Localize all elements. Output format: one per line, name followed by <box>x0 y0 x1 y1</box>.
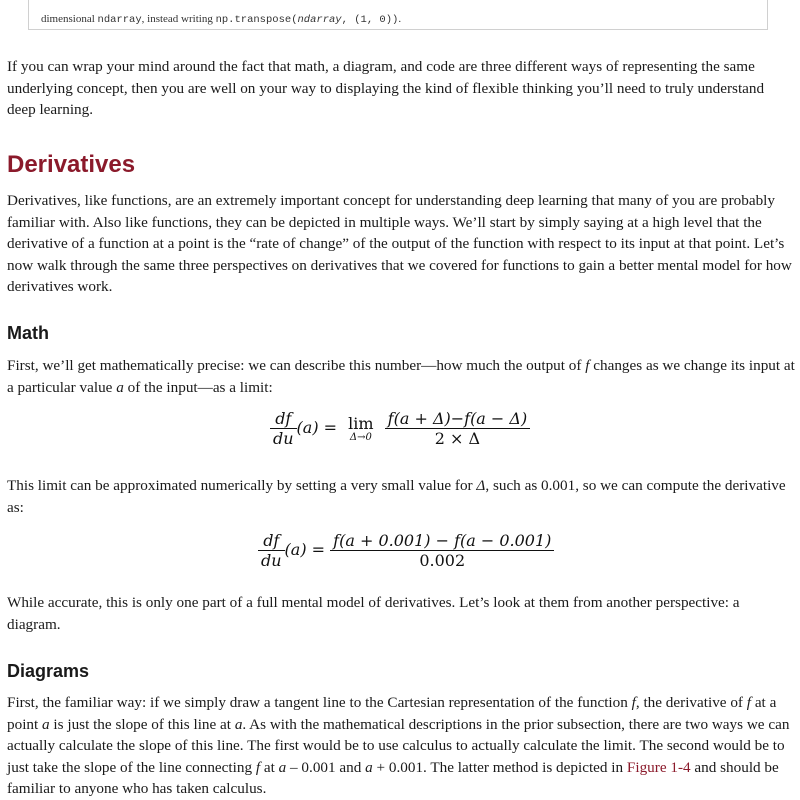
math-paragraph-1: First, we’ll get mathematically precise: we can describe this number—how much the output of f changes as we change its input at a particular value a of the input—as a limit: <box>7 357 795 396</box>
note-box <box>28 0 768 30</box>
note-text: dimensional ndarray, instead writing np.transpose(ndarray, (1, 0)). <box>41 13 402 26</box>
intro-paragraph: If you can wrap your mind around the fact that math, a diagram, and code are three different ways of representing the same underlying concept, then you are well on your way to displaying the kind of flexible thinking you’ll need to truly understand deep learning. <box>7 58 765 119</box>
diagrams-paragraph: First, the familiar way: if we simply draw a tangent line to the Cartesian representation of the function f, the derivative of f at a point a is just the slope of this line at a. As with the mathematical descriptions in the prior subsection, there are two ways we can actually calculate the slope of this line. The first would be to use calculus to actually calculate the limit. The second would be to just take the slope of the line connecting f at a – 0.001 and a + 0.001. The latter method is depicted in Figure 1-4 and should be familiar to anyone who has taken calculus. <box>7 694 790 798</box>
diagrams-heading: Diagrams <box>7 661 90 681</box>
section-title: Derivatives <box>7 151 136 178</box>
math-paragraph-3: While accurate, this is only one part of a full mental model of derivatives. Let’s look at them from another perspective: a diagram. <box>7 594 740 633</box>
code-ndarray: ndarray <box>97 14 142 26</box>
math-heading: Math <box>7 323 49 343</box>
figure-1-4-link[interactable]: Figure 1-4 <box>626 758 691 776</box>
math-paragraph-2: This limit can be approximated numerically by setting a very small value for Δ, such as 0.001, so we can compute the derivative as: <box>7 477 786 516</box>
derivatives-paragraph: Derivatives, like functions, are an extremely important concept for understanding deep learning that many of you are probably familiar with. Also like functions, they can be depicted in multiple ways. We’ll start by simply saying at a high level that the derivative of a function at a point is the “rate of change” of the output of the function with respect to its input at that point. Let’s now walk through the same three perspectives on derivatives that we covered for functions to gain a better mental model for how derivatives work. <box>7 192 792 296</box>
numeric-derivative-equation: $\frac{df}{du}$ (a) = $\frac{f(a + 0.001) - f(a - 0.001)}{0.002}$ <box>258 531 554 570</box>
code-transpose: np.transpose(ndarray, (1, 0)) <box>215 14 399 26</box>
limit-equation: $\frac{df}{du}$ (a) = lim Δ→0 $\frac{f(a + \Delta)-f(a - \Delta)}{2 \times \Delta}$ <box>270 409 530 448</box>
